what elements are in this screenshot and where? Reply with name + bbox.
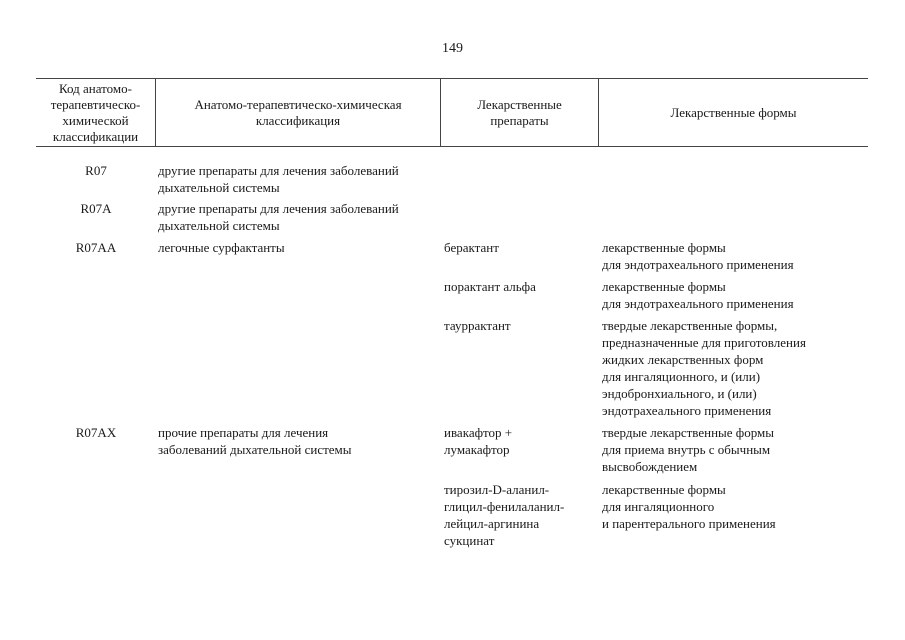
row-code: R07 xyxy=(85,163,107,178)
dosage-form: лекарственные формы для эндотрахеального применения xyxy=(602,240,794,272)
header-dosage-forms: Лекарственные формы xyxy=(670,104,797,120)
row-classification: другие препараты для лечения заболеваний дыхательной системы xyxy=(158,163,399,195)
drug-name: тауррактант xyxy=(444,318,511,333)
row-code: R07AA xyxy=(75,240,117,255)
page-number: 149 xyxy=(442,41,463,56)
dosage-form: твердые лекарственные формы, предназначенные для приготовления жидких лекарственных форм для ингаляционного, и (или) эндобронхиального, и (или) эндотрахеального применения xyxy=(602,318,806,418)
header-drugs: Лекарственные препараты xyxy=(477,96,562,128)
dosage-form: лекарственные формы для ингаляционного и парентерального применения xyxy=(602,482,776,531)
header-atc-classification: Анатомо-терапевтическо-химическая классификация xyxy=(194,96,402,128)
dosage-form: твердые лекарственные формы для приема внутрь с обычным высвобождением xyxy=(602,425,774,474)
dosage-form: лекарственные формы для эндотрахеального применения xyxy=(602,279,794,311)
row-classification: легочные сурфактанты xyxy=(158,240,285,255)
drug-name: берактант xyxy=(444,240,499,255)
drug-name: порактант альфа xyxy=(444,279,536,294)
header-bottom-rule xyxy=(36,146,868,147)
header-atc-code: Код анатомо- терапевтическо- химической классификации xyxy=(50,80,141,144)
drug-name: ивакафтор + лумакафтор xyxy=(444,425,513,457)
row-code: R07AX xyxy=(75,425,117,440)
row-classification: другие препараты для лечения заболеваний дыхательной системы xyxy=(158,201,399,233)
row-classification: прочие препараты для лечения заболеваний дыхательной системы xyxy=(158,425,352,457)
row-code: R07A xyxy=(80,201,112,216)
drug-name: тирозил-D-аланил- глицил-фенилаланил- лейцил-аргинина сукцинат xyxy=(444,482,565,548)
